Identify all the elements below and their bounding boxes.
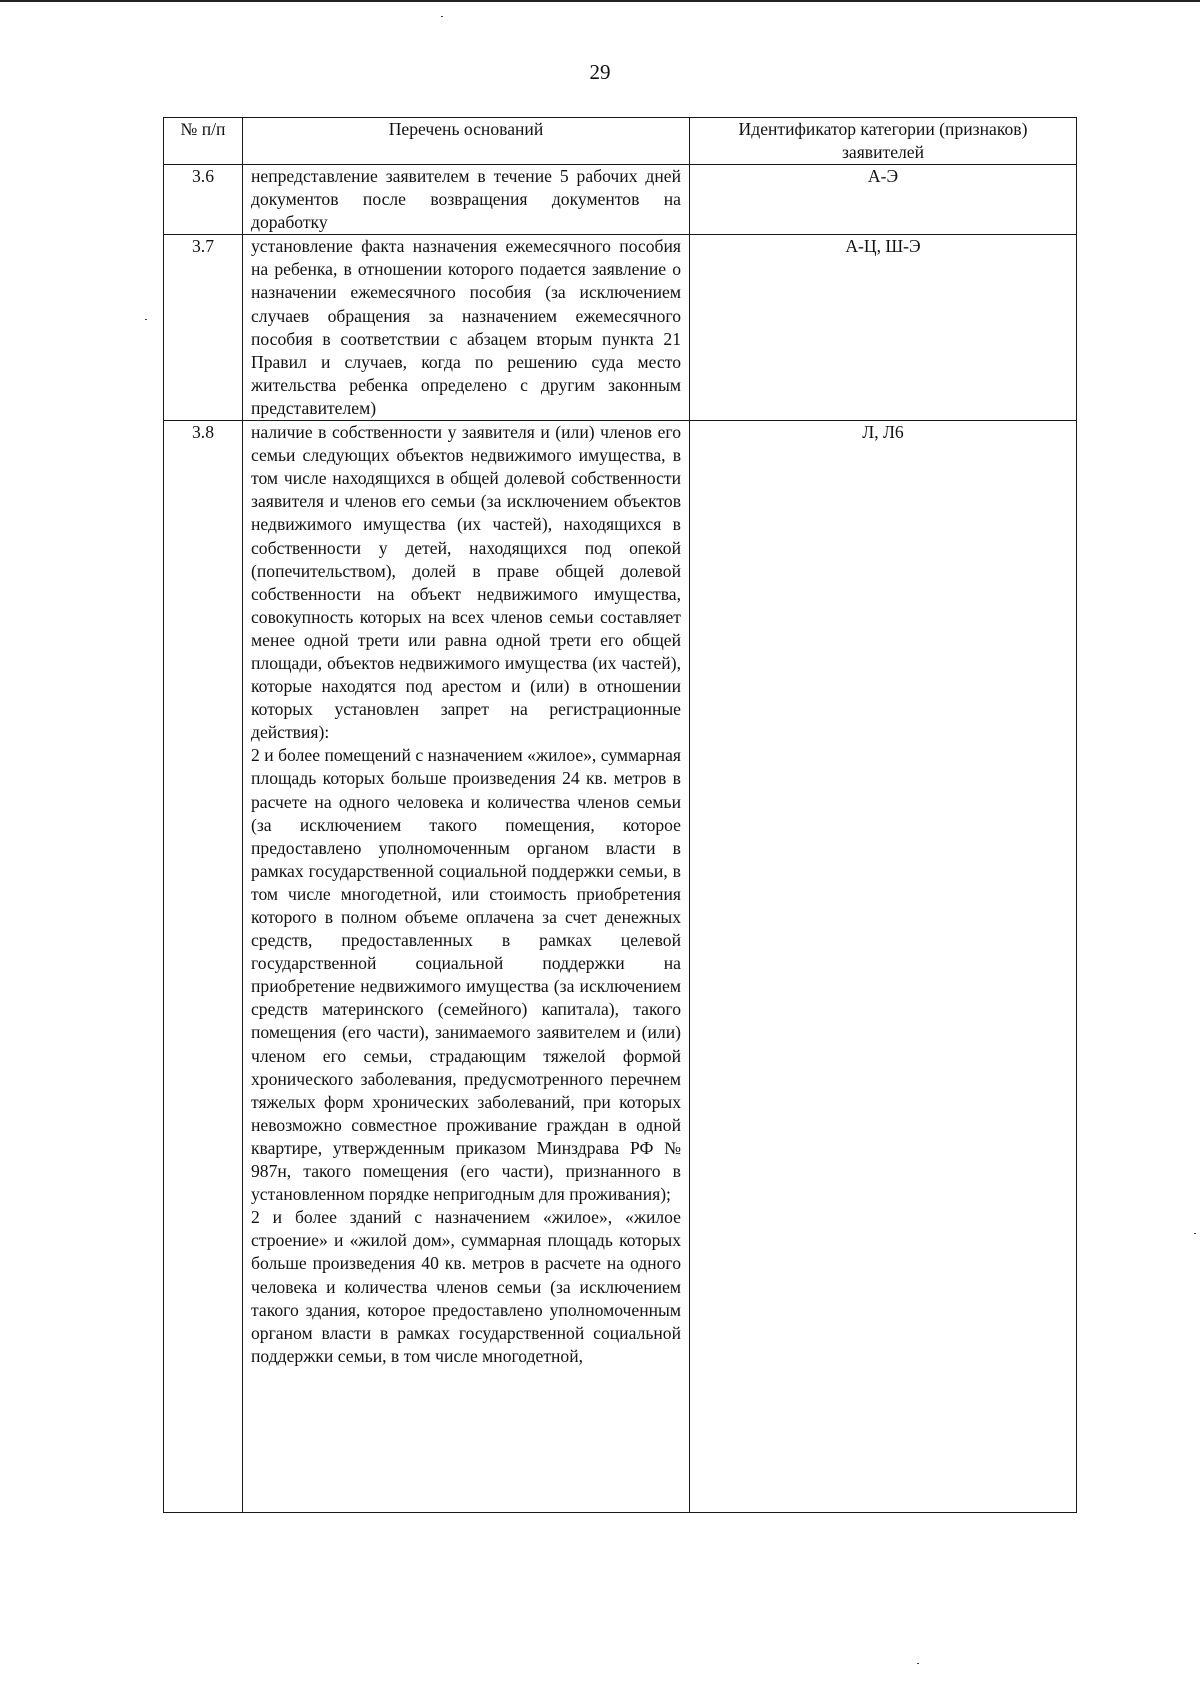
row-number: 3.6: [164, 165, 243, 235]
row-number: 3.8: [164, 421, 243, 1513]
row-identifier: Л, Л6: [690, 421, 1077, 1513]
basis-paragraph: 2 и более зданий с назначением «жилое», «жилое строение» и «жилой дом», суммарная площадь которых больше произведения 40 кв. метров в расчете на одного человека и количества членов семьи (за исключением такого здания, которое предоставлено уполномоченным органом власти в рамках государственной социальной поддержки семьи, в том числе многодетной,: [251, 1207, 681, 1366]
row-basis: [243, 421, 690, 1513]
basis-paragraph: наличие в собственности у заявителя и (или) членов его семьи следующих объектов недвижимого имущества, в том числе находящихся в общей долевой собственности заявителя и членов его семьи (за исключением объектов недвижимого имущества (их частей), находящихся в собственности у детей, находящихся под опекой (попечительством), долей в праве общей долевой собственности на объект недвижимого имущества, совокупность которых на всех членов семьи составляет менее одной трети или равна одной трети его общей площади, объектов недвижимого имущества (их частей), которые находятся под арестом и (или) в отношении которых установлен запрет на регистрационные действия):: [251, 422, 681, 743]
scan-edge: [0, 0, 1200, 2]
page-number: 29: [589, 60, 611, 84]
basis-paragraph: установление факта назначения ежемесячного пособия на ребенка, в отношении которого подается заявление о назначении ежемесячного пособия (за исключением случаев обращения за назначением ежемесячного пособия в соответствии с абзацем вторым пункта 21 Правил и случаев, когда по решению суда место жительства ребенка определено с другим законным представителем): [251, 236, 681, 418]
table-row: [164, 421, 1077, 1513]
scan-speck: [441, 16, 443, 17]
scan-speck: [1194, 1233, 1196, 1234]
row-identifier: А-Э: [690, 165, 1077, 235]
row-basis: [243, 165, 690, 235]
row-basis: [243, 235, 690, 421]
grounds-table: [163, 117, 1077, 1513]
header-basis: Перечень оснований: [243, 118, 690, 165]
header-identifier: Идентификатор категории (признаков) заявителей: [690, 118, 1077, 165]
table-row: [164, 165, 1077, 235]
header-number: № п/п: [164, 118, 243, 165]
basis-paragraph: непредставление заявителем в течение 5 рабочих дней документов после возвращения документов на доработку: [251, 166, 681, 233]
scan-speck: [145, 319, 147, 320]
basis-paragraph: 2 и более помещений с назначением «жилое», суммарная площадь которых больше произведения 24 кв. метров в расчете на одного человека и количества членов семьи (за исключением такого помещения, которое предоставлено уполномоченным органом власти в рамках государственной социальной поддержки семьи, в том числе многодетной, или стоимость приобретения которого в полном объеме оплачена за счет денежных средств, предоставленных в рамках целевой государственной социальной поддержки на приобретение недвижимого имущества (за исключением средств материнского (семейного) капитала), такого помещения (его части), занимаемого заявителем и (или) членом его семьи, страдающим тяжелой формой хронического заболевания, предусмотренного перечнем тяжелых форм хронических заболеваний, при которых невозможно совместное проживание граждан в одной квартире, утвержденным приказом Минздрава РФ № 987н, такого помещения (его части), признанного в установленном порядке непригодным для проживания);: [251, 745, 681, 1205]
row-number: 3.7: [164, 235, 243, 421]
scan-speck: [917, 1663, 919, 1664]
table-header-row: [164, 118, 1077, 165]
table-row: [164, 235, 1077, 421]
row-identifier: А-Ц, Ш-Э: [690, 235, 1077, 421]
